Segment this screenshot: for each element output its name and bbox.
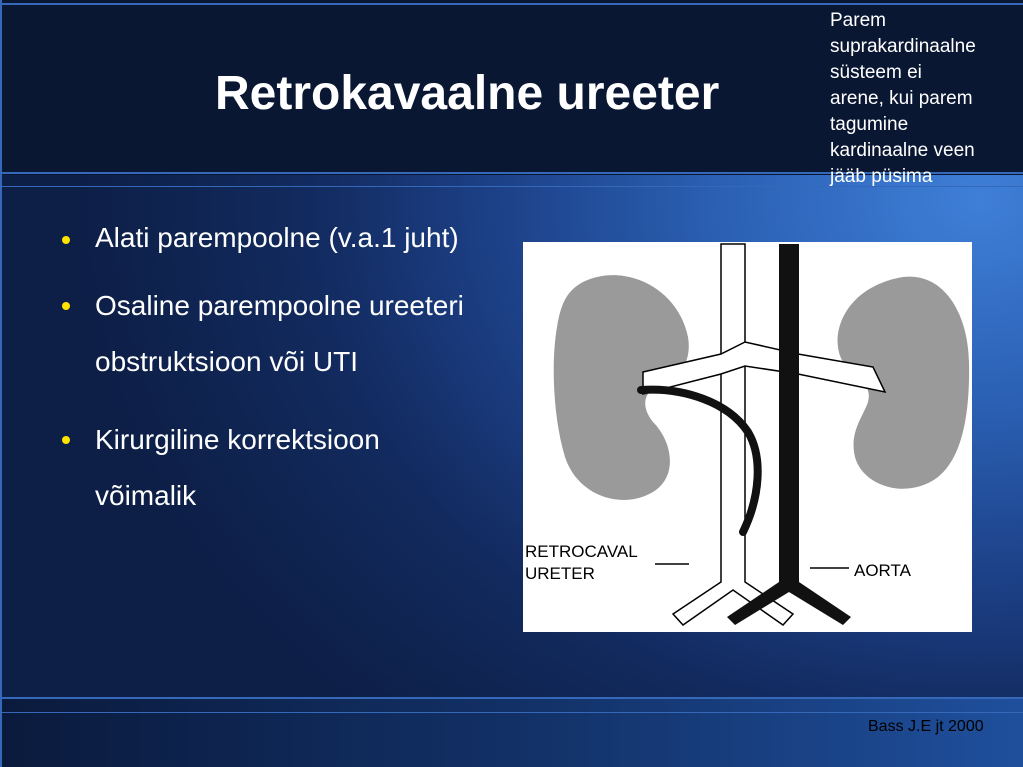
side-note-line: kardinaalne veen xyxy=(830,140,975,161)
header-top-line xyxy=(0,3,1023,5)
bullet-dot-icon xyxy=(62,236,70,244)
bullet-list xyxy=(62,220,482,546)
bullet-dot-icon xyxy=(62,436,70,444)
side-note-line: Parem xyxy=(830,10,886,31)
side-note-line: süsteem ei xyxy=(830,62,922,83)
label-ureter: URETER xyxy=(525,564,595,583)
footer-top-line-2 xyxy=(0,712,1023,713)
bullet-item xyxy=(62,278,482,390)
footer-top-line xyxy=(0,697,1023,699)
side-note xyxy=(830,8,1015,190)
side-note-line: jääb püsima xyxy=(830,166,933,187)
vena-cava-shape xyxy=(673,244,793,625)
side-note-line: suprakardinaalne xyxy=(830,36,976,57)
label-aorta: AORTA xyxy=(854,561,911,580)
bullet-item xyxy=(62,220,482,256)
side-note-line: arene, kui parem xyxy=(830,88,973,109)
label-retrocaval: RETROCAVAL xyxy=(525,542,638,561)
left-frame-line xyxy=(0,0,2,767)
bullet-text: Osaline parempoolne ureeteri obstruktsioon või UTI xyxy=(95,290,464,377)
slide-title: Retrokavaalne ureeter xyxy=(215,67,720,120)
bullet-text: Alati parempoolne (v.a.1 juht) xyxy=(95,222,459,253)
bullet-dot-icon xyxy=(62,302,70,310)
side-note-line: tagumine xyxy=(830,114,909,135)
anatomy-illustration xyxy=(523,242,972,632)
bullet-item xyxy=(62,412,482,524)
source-credit: Bass J.E jt 2000 xyxy=(868,718,984,735)
bullet-text: Kirurgiline korrektsioon võimalik xyxy=(95,424,380,511)
retrocaval-ureter-diagram xyxy=(523,242,972,632)
